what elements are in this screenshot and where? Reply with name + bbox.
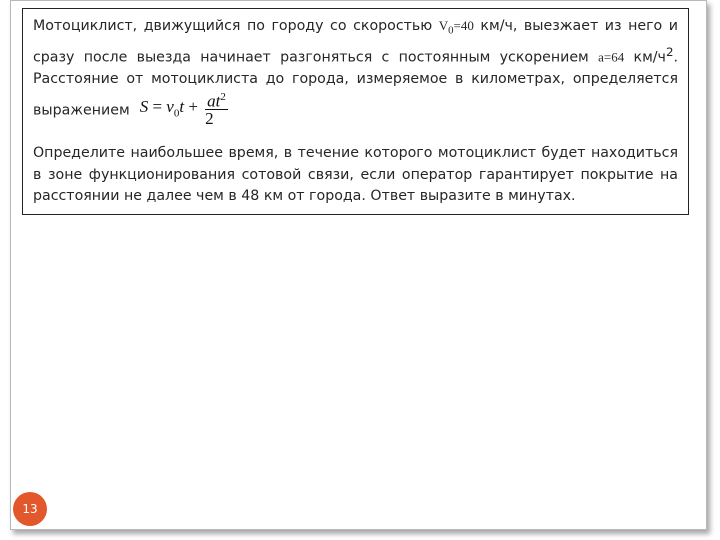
distance-formula	[140, 89, 228, 128]
acceleration-unit-power: 2	[665, 45, 674, 60]
problem-textbox	[22, 8, 689, 215]
formula-equals: =	[148, 97, 167, 117]
problem-paragraph-1	[33, 15, 678, 129]
acceleration-symbol	[598, 50, 624, 65]
velocity-letter: V	[438, 18, 449, 33]
p1-text-4: . Расстояние от мотоциклиста до города, измеряемое в километрах, определяется выражением	[33, 49, 678, 119]
velocity-subscript: 0	[448, 24, 454, 37]
formula-numerator-power: 2	[220, 90, 226, 103]
formula-lhs: S	[139, 97, 149, 117]
p1-text-3: км/ч	[624, 49, 666, 66]
problem-paragraph-2: Определите наибольшее время, в течение которого мотоциклист будет находиться в зоне функционирования сотовой связи, если оператор гарантирует покрытие на расстоянии не далее чем в 48 км от города. Ответ выразите в минутах.	[33, 145, 678, 205]
formula-numerator	[205, 89, 228, 111]
formula-numerator-text: at	[207, 91, 221, 111]
acceleration-value: =64	[603, 49, 625, 65]
page-number-badge: 13	[13, 492, 47, 526]
velocity-value: =40	[453, 18, 474, 33]
p1-text-1: Мотоциклист, движущийся по городу со скоростью	[33, 18, 439, 34]
acceleration-letter: a	[598, 49, 604, 65]
formula-v: v	[166, 97, 174, 117]
velocity-symbol	[438, 18, 474, 37]
formula-v-subscript: 0	[173, 107, 180, 120]
formula-plus: +	[184, 97, 203, 117]
formula-denominator: 2	[205, 109, 214, 129]
formula-t: t	[179, 97, 185, 117]
formula-fraction	[205, 89, 228, 128]
p1-text-2: км/ч, выезжает из него и сразу после выезда начинает разгоняться с постоянным ускорением	[33, 18, 678, 66]
